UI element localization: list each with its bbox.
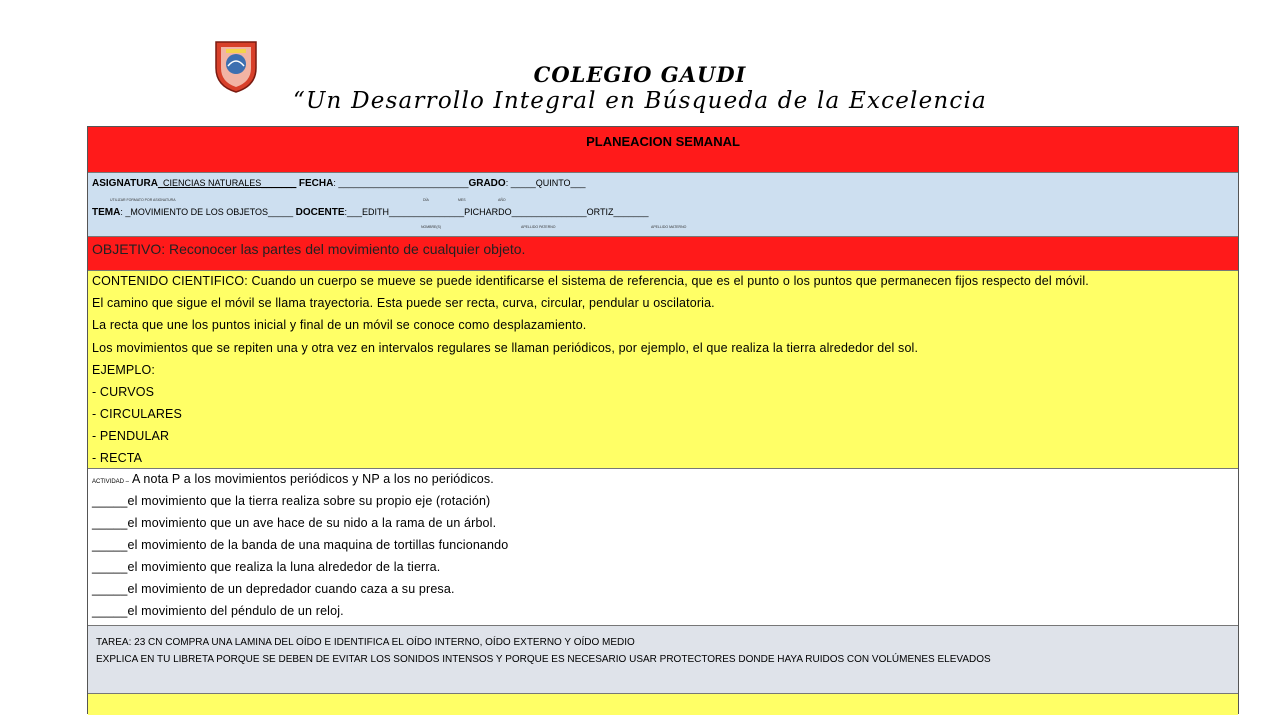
maternal-note: APELLIDO MATERNO [651, 225, 687, 229]
activity-item: _____el movimiento que la tierra realiza sobre su propio eje (rotación) [92, 494, 491, 508]
activity-item: _____el movimiento que realiza la luna alrededor de la tierra. [92, 560, 441, 574]
day-note: DÍA [423, 198, 429, 202]
asignatura-value: _CIENCIAS NATURALES_______ [157, 178, 297, 188]
grado-value: : _____QUINTO___ [505, 178, 586, 188]
activity-item: _____el movimiento de un depredador cuando caza a su presa. [92, 582, 455, 596]
fecha-value: : __________________________ [333, 178, 469, 188]
year-note: AÑO [498, 198, 506, 202]
info-row [88, 173, 1238, 237]
content-line: La recta que une los puntos inicial y final de un móvil se conoce como desplazamiento. [92, 318, 587, 332]
example-item: - CURVOS [92, 385, 155, 399]
grado-label: GRADO [468, 178, 506, 189]
activity-label: ACTIVIDAD – [92, 479, 130, 485]
content-line: El camino que sigue el móvil se llama trayectoria. Esta puede ser recta, curva, circular, pendular u oscilatoria. [92, 296, 715, 310]
example-heading: EJEMPLO: [92, 363, 156, 377]
homework-row [88, 626, 1238, 694]
docente-label: DOCENTE [295, 207, 345, 218]
paternal-note: APELLIDO PATERNO [521, 225, 556, 229]
format-note: UTILIZAR FORMATO POR ASIGNATURA [110, 198, 176, 202]
activity-row [88, 469, 1238, 626]
activity-item: _____el movimiento que un ave hace de su nido a la rama de un árbol. [92, 516, 497, 530]
tema-value: : _MOVIMIENTO DE LOS OBJETOS_____ [120, 207, 294, 217]
homework-line: EXPLICA EN TU LIBRETA PORQUE SE DEBEN DE EVITAR LOS SONIDOS INTENSOS Y PORQUE ES NECESARIO USAR PROTECTORES DONDE HAYA RUIDOS CON VOLÚMENES ELEVADOS [96, 654, 991, 665]
school-name: COLEGIO GAUDI [533, 62, 747, 87]
fecha-label: FECHA [298, 178, 334, 189]
name-note: NOMBRE(S) [421, 225, 442, 229]
activity-item: _____el movimiento del péndulo de un reloj. [92, 604, 344, 618]
objective-text: OBJETIVO: Reconocer las partes del movimiento de cualquier objeto. [92, 241, 526, 257]
info-line-2 [92, 207, 649, 218]
plan-title: PLANEACION SEMANAL [586, 134, 740, 149]
footer-row [88, 694, 1238, 715]
content-line: CONTENIDO CIENTIFICO: Cuando un cuerpo se mueve se puede identificarse el sistema de referencia, que es el punto o los puntos que permanecen fijos respecto del móvil. [92, 274, 1089, 288]
asignatura-label: ASIGNATURA [92, 178, 158, 189]
content-row [88, 271, 1238, 469]
docente-value: :___EDITH_______________PICHARDO_______________ORTIZ_______ [344, 207, 649, 217]
weekly-plan-table [87, 126, 1239, 714]
homework-line: TAREA: 23 CN COMPRA UNA LAMINA DEL OÍDO E IDENTIFICA EL OÍDO INTERNO, OÍDO EXTERNO Y OÍDO MEDIO [96, 637, 635, 648]
objective-row [88, 237, 1238, 271]
school-motto: “Un Desarrollo Integral en Búsqueda de la Excelencia [293, 88, 987, 114]
tema-label: TEMA [92, 207, 121, 218]
title-row [88, 127, 1238, 173]
example-item: - CIRCULARES [92, 407, 183, 421]
example-item: - RECTA [92, 451, 143, 465]
activity-item: _____el movimiento de la banda de una maquina de tortillas funcionando [92, 538, 509, 552]
activity-instruction-text: A nota P a los movimientos periódicos y NP a los no periódicos. [131, 472, 494, 486]
example-item: - PENDULAR [92, 429, 170, 443]
activity-instruction [92, 472, 494, 486]
month-note: MES [458, 198, 466, 202]
content-line: Los movimientos que se repiten una y otra vez en intervalos regulares se llaman periódicos, por ejemplo, el que realiza la tierra alrededor del sol. [92, 341, 919, 355]
info-line-1 [92, 178, 586, 189]
